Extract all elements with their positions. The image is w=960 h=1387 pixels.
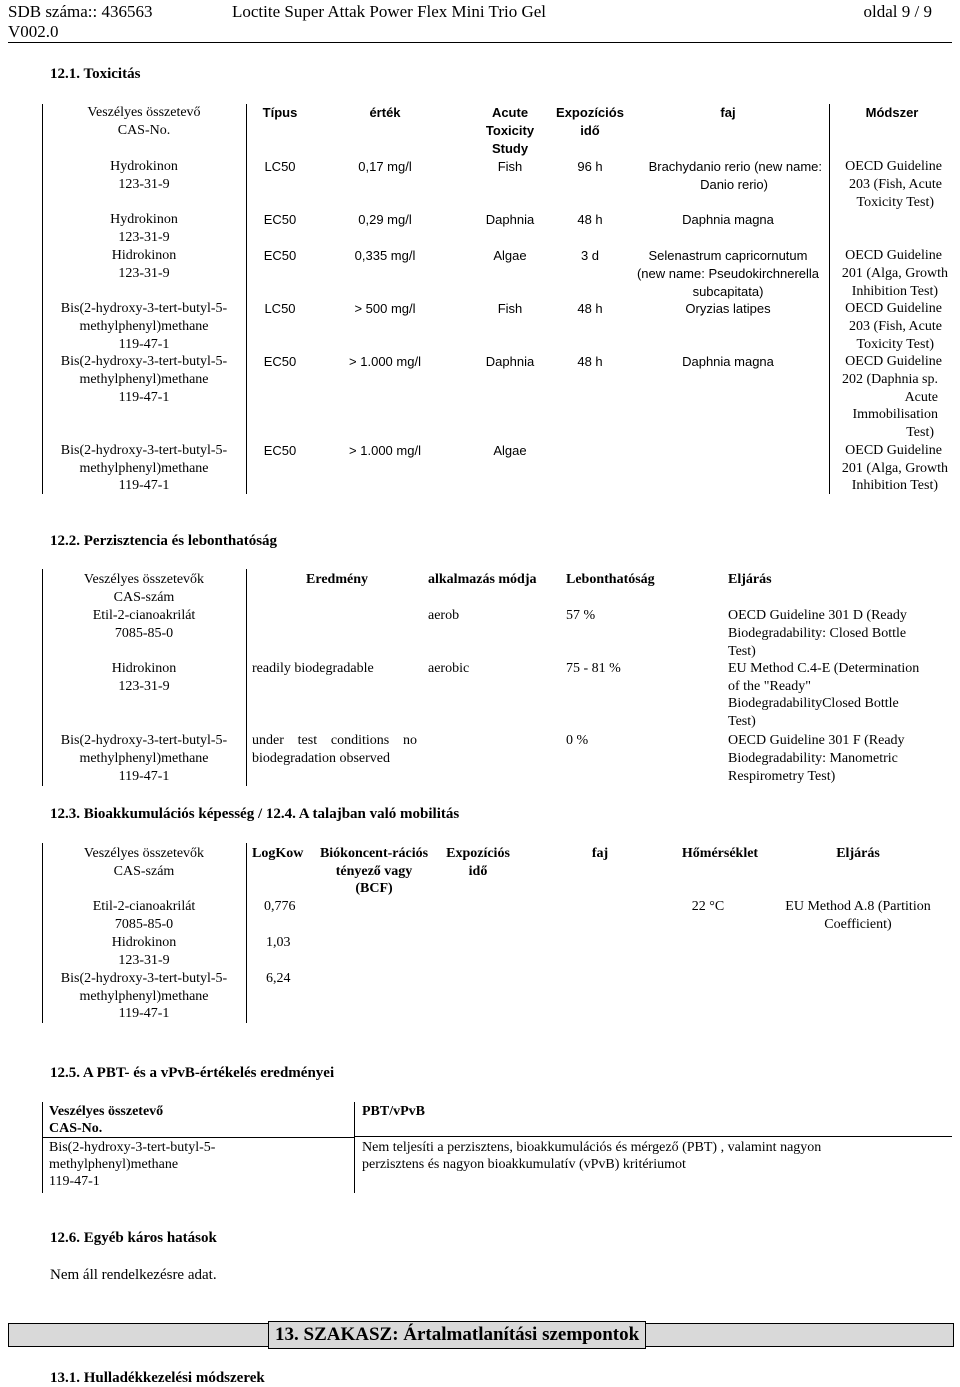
tox-acute: Fish — [497, 159, 523, 174]
procedure: Test) — [728, 714, 756, 729]
tox-species: Brachydanio rerio (new name: — [648, 159, 822, 174]
page-number: oldal 9 / 9 — [863, 2, 932, 21]
procedure: of the "Ready" — [728, 679, 811, 694]
logkow: 0,776 — [264, 899, 296, 914]
tox-type: EC50 — [263, 212, 297, 227]
col-header-acute: Acute — [491, 105, 529, 120]
tox-method: OECD Guideline — [845, 443, 942, 458]
col-header-cas: CAS-szám — [113, 590, 175, 605]
substance-name: methylphenyl)methane — [79, 751, 209, 766]
col-header-species: faj — [591, 846, 609, 861]
procedure: OECD Guideline 301 F (Ready — [728, 733, 905, 748]
version: V002.0 — [8, 22, 59, 41]
tox-method: OECD Guideline — [845, 301, 942, 316]
tox-exposure: 48 h — [577, 212, 603, 227]
logkow: 6,24 — [266, 971, 291, 986]
substance-name: methylphenyl)methane — [49, 1157, 179, 1172]
col-header-procedure: Eljárás — [728, 572, 772, 587]
tox-type: LC50 — [264, 159, 296, 174]
temperature: 22 °C — [691, 899, 725, 914]
tox-method: Acute — [904, 390, 938, 405]
substance-name: Etil-2-cianoakrilát — [92, 608, 196, 623]
result: readily biodegradable — [252, 661, 374, 676]
substance-name: methylphenyl)methane — [79, 319, 209, 334]
pbt-assessment: Nem teljesíti a perzisztens, bioakkumulációs és mérgező (PBT) , valamint nagyon — [362, 1140, 822, 1155]
tox-method: 203 (Fish, Acute — [849, 177, 942, 192]
procedure: Coefficient) — [824, 917, 892, 932]
procedure: Test) — [728, 644, 756, 659]
col-header-logkow: LogKow — [252, 846, 304, 861]
substance-name: Bis(2-hydroxy-3-tert-butyl-5- — [60, 443, 228, 458]
tox-method: Inhibition Test) — [851, 478, 938, 493]
cas-number: 119-47-1 — [118, 769, 170, 784]
substance-name: Bis(2-hydroxy-3-tert-butyl-5- — [60, 971, 228, 986]
substance-name: Hydrokinon — [110, 159, 178, 174]
tox-acute: Algae — [493, 248, 527, 263]
col-header-bcf: tényező vagy — [335, 864, 413, 879]
tox-acute: Daphnia — [485, 212, 535, 227]
tox-method: OECD Guideline — [845, 354, 942, 369]
col-header-substance: Veszélyes összetevők — [83, 572, 205, 587]
procedure: EU Method C.4-E (Determination — [728, 661, 920, 676]
col-header-species: faj — [720, 105, 736, 120]
col-header-application: alkalmazás módja — [428, 572, 537, 587]
logkow: 1,03 — [266, 935, 291, 950]
substance-name: methylphenyl)methane — [79, 372, 209, 387]
col-header-procedure: Eljárás — [836, 846, 880, 861]
degradability: 0 % — [566, 733, 589, 748]
table-border — [354, 1136, 952, 1137]
product-name: Loctite Super Attak Power Flex Mini Trio Gel — [232, 2, 547, 21]
procedure: OECD Guideline 301 D (Ready — [728, 608, 907, 623]
section-12-3-title: 12.3. Bioakkumulációs képesség / 12.4. A talajban való mobilitás — [50, 806, 460, 822]
substance-name: Hidrokinon — [111, 661, 177, 676]
tox-method: 202 (Daphnia sp. — [841, 372, 938, 387]
table-border — [246, 569, 247, 786]
substance-name: Bis(2-hydroxy-3-tert-butyl-5- — [49, 1140, 216, 1155]
substance-name: Etil-2-cianoakrilát — [92, 899, 196, 914]
tox-type: EC50 — [263, 354, 297, 369]
tox-exposure: 96 h — [577, 159, 603, 174]
col-header-exposure: Expozíciós — [446, 846, 510, 861]
col-header-substance: Veszélyes összetevő — [49, 1104, 164, 1119]
col-header-exposure: idő — [580, 123, 600, 138]
section-12-5-title: 12.5. A PBT- és a vPvB-értékelés eredményei — [50, 1065, 335, 1081]
tox-value: > 1.000 mg/l — [349, 354, 421, 369]
substance-name: Bis(2-hydroxy-3-tert-butyl-5- — [60, 733, 228, 748]
tox-species: (new name: Pseudokirchnerella — [636, 266, 820, 281]
procedure: Biodegradability: Manometric — [728, 751, 898, 766]
tox-method: OECD Guideline — [845, 159, 942, 174]
substance-name: Bis(2-hydroxy-3-tert-butyl-5- — [60, 354, 228, 369]
tox-method: OECD Guideline — [845, 248, 942, 263]
result: under test conditions no — [252, 733, 417, 748]
tox-type: EC50 — [263, 443, 297, 458]
col-header-cas: CAS-No. — [117, 123, 171, 138]
col-header-result: Eredmény — [306, 572, 368, 587]
no-data-text: Nem áll rendelkezésre adat. — [50, 1267, 217, 1283]
pbt-assessment: perzisztens és nagyon bioakkumulatív (vPvB) kritériumot — [362, 1157, 686, 1172]
tox-value: 0,29 mg/l — [358, 212, 412, 227]
table-border — [354, 1102, 355, 1193]
col-header-exposure: idő — [468, 864, 488, 879]
cas-number: 119-47-1 — [118, 390, 170, 405]
tox-method: 201 (Alga, Growth — [841, 266, 948, 281]
degradability: 75 - 81 % — [566, 661, 621, 676]
col-header-pbt: PBT/vPvB — [362, 1104, 426, 1119]
application: aerobic — [428, 661, 470, 676]
substance-name: Hidrokinon — [111, 248, 177, 263]
cas-number: 123-31-9 — [118, 177, 170, 192]
col-header-degradability: Lebonthatóság — [566, 572, 655, 587]
tox-method: Inhibition Test) — [851, 284, 938, 299]
substance-name: methylphenyl)methane — [79, 461, 209, 476]
tox-exposure: 48 h — [577, 354, 603, 369]
cas-number: 119-47-1 — [118, 1006, 170, 1021]
tox-species: Daphnia magna — [682, 354, 774, 369]
section-13-title: 13. SZAKASZ: Ártalmatlanítási szempontok — [268, 1321, 646, 1349]
cas-number: 119-47-1 — [118, 478, 170, 493]
tox-acute: Daphnia — [485, 354, 535, 369]
tox-species: Selenastrum capricornutum — [648, 248, 808, 263]
tox-method: Toxicity Test) — [856, 195, 934, 210]
col-header-cas: CAS-No. — [49, 1121, 103, 1136]
cas-number: 7085-85-0 — [114, 626, 174, 641]
cas-number: 119-47-1 — [118, 337, 170, 352]
tox-method: Immobilisation — [852, 407, 938, 422]
col-header-cas: CAS-szám — [113, 864, 175, 879]
procedure: EU Method A.8 (Partition — [785, 899, 931, 914]
procedure: BiodegradabilityClosed Bottle — [728, 696, 899, 711]
cas-number: 123-31-9 — [118, 230, 170, 245]
tox-species: Daphnia magna — [682, 212, 774, 227]
col-header-acute: Study — [491, 141, 529, 156]
col-header-temperature: Hőmérséklet — [681, 846, 759, 861]
section-12-2-title: 12.2. Perzisztencia és lebonthatóság — [50, 533, 278, 549]
col-header-acute: Toxicity — [485, 123, 535, 138]
tox-method: Toxicity Test) — [856, 337, 934, 352]
tox-exposure: 48 h — [577, 301, 603, 316]
col-header-exposure: Expozíciós — [556, 105, 624, 120]
procedure: Respirometry Test) — [728, 769, 836, 784]
substance-name: Hydrokinon — [110, 212, 178, 227]
application: aerob — [428, 608, 460, 623]
tox-exposure: 3 d — [580, 248, 600, 263]
cas-number: 123-31-9 — [118, 953, 170, 968]
table-border — [246, 843, 247, 1023]
col-header-value: érték — [369, 105, 401, 120]
tox-acute: Fish — [497, 301, 523, 316]
col-header-substance: Veszélyes összetevők — [83, 846, 205, 861]
tox-method: 201 (Alga, Growth — [841, 461, 948, 476]
degradability: 57 % — [566, 608, 596, 623]
tox-acute: Algae — [493, 443, 527, 458]
procedure: Biodegradability: Closed Bottle — [728, 626, 907, 641]
section-12-1-title: 12.1. Toxicitás — [50, 66, 141, 82]
sds-number: SDB száma:: 436563 — [8, 2, 153, 21]
substance-name: Hidrokinon — [111, 935, 177, 950]
tox-value: 0,17 mg/l — [358, 159, 412, 174]
section-13-1-title: 13.1. Hulladékkezelési módszerek — [50, 1370, 265, 1386]
cas-number: 7085-85-0 — [114, 917, 174, 932]
cas-number: 123-31-9 — [118, 266, 170, 281]
section-12-6-title: 12.6. Egyéb káros hatások — [50, 1230, 217, 1246]
tox-method: 203 (Fish, Acute — [849, 319, 942, 334]
col-header-bcf: (BCF) — [355, 881, 393, 896]
cas-number: 123-31-9 — [118, 679, 170, 694]
tox-species: subcapitata) — [692, 284, 764, 299]
header-rule — [8, 42, 952, 43]
tox-value: > 1.000 mg/l — [349, 443, 421, 458]
tox-type: EC50 — [263, 248, 297, 263]
table-border — [42, 1102, 43, 1193]
result: biodegradation observed — [252, 751, 391, 766]
tox-value: 0,335 mg/l — [354, 248, 416, 263]
col-header-substance: Veszélyes összetevő — [87, 105, 201, 120]
cas-number: 119-47-1 — [49, 1174, 100, 1189]
tox-type: LC50 — [264, 301, 296, 316]
table-border — [246, 104, 247, 494]
tox-species: Oryzias latipes — [685, 301, 771, 316]
col-header-method: Módszer — [865, 105, 919, 120]
tox-value: > 500 mg/l — [354, 301, 416, 316]
col-header-type: Típus — [262, 105, 298, 120]
substance-name: methylphenyl)methane — [79, 989, 209, 1004]
col-header-bcf: Biókoncent-rációs — [319, 846, 429, 861]
tox-species: Danio rerio) — [700, 177, 768, 192]
tox-method: Test) — [906, 425, 934, 440]
substance-name: Bis(2-hydroxy-3-tert-butyl-5- — [60, 301, 228, 316]
